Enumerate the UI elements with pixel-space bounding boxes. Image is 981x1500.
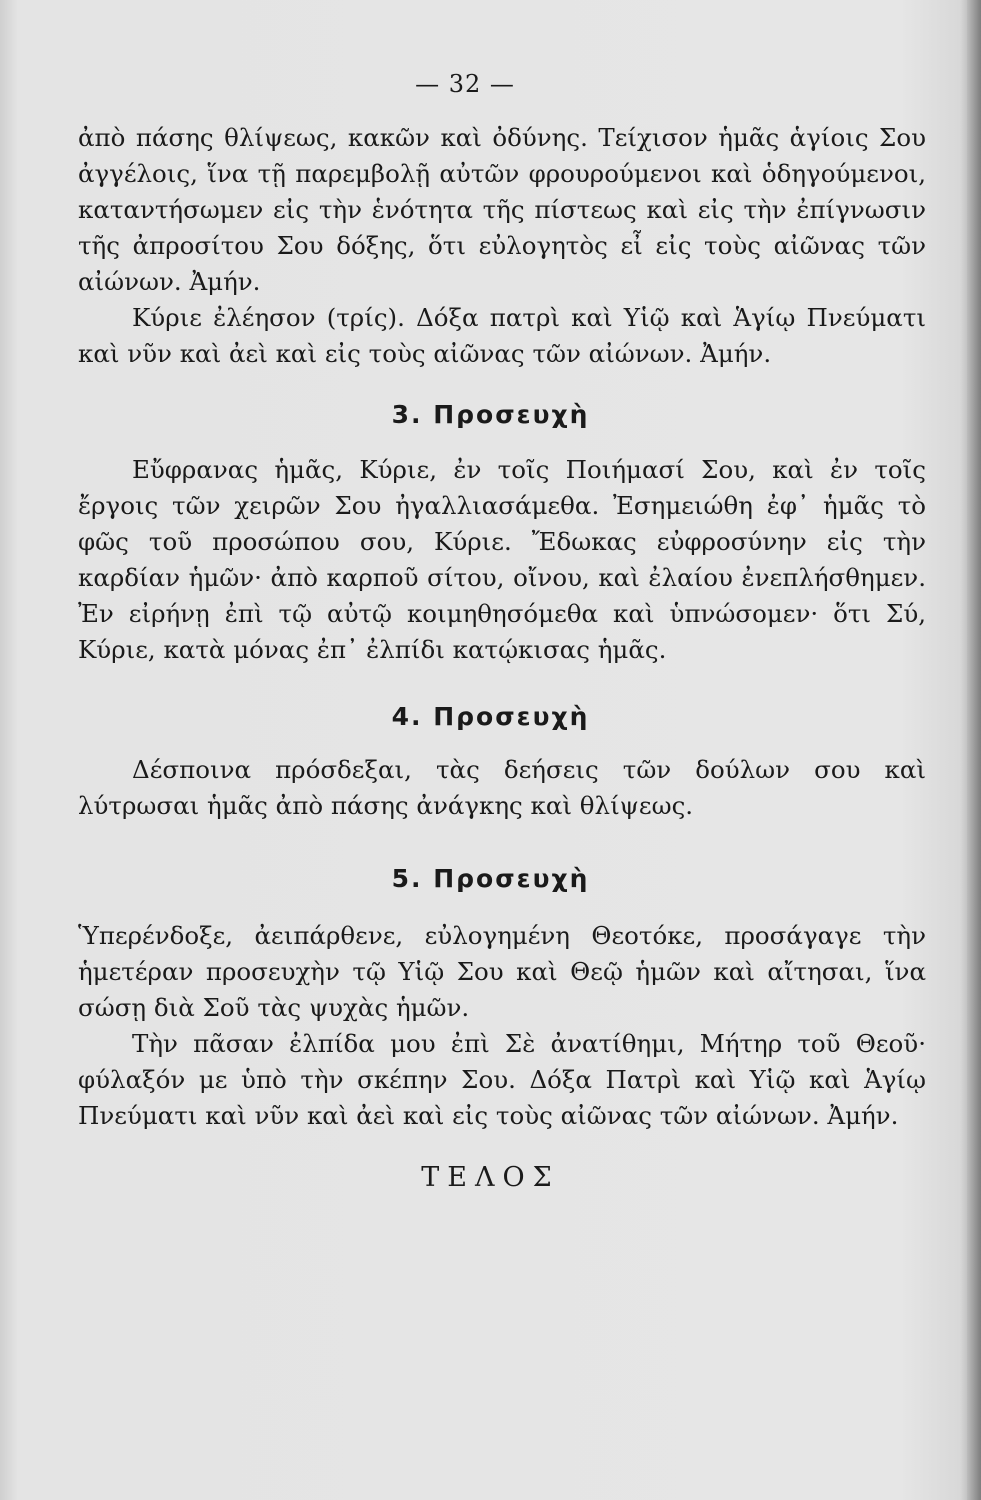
page-edge-shadow (967, 0, 981, 1500)
intro-paragraph-2: Κύριε ἐλέησον (τρίς). Δόξα πατρὶ καὶ Υἱῷ καὶ Ἁγίῳ Πνεύματι καὶ νῦν καὶ ἀεὶ καὶ εἰς τοὺς αἰῶνας τῶν αἰώνων. Ἀμήν. (78, 303, 926, 368)
intro-text (78, 120, 926, 372)
section-5-paragraph-1: Ὑπερένδοξε, ἀειπάρθενε, εὐλογημένη Θεοτόκε, προσάγαγε τὴν ἡμετέραν προσευχὴν τῷ Υἱῷ Σου καὶ Θεῷ ἡμῶν καὶ αἴτησαι, ἵνα σώσῃ διὰ Σοῦ τὰς ψυχὰς ἡμῶν. (78, 921, 926, 1022)
section-3-text (78, 452, 926, 668)
section-3-paragraph: Εὔφρανας ἡμᾶς, Κύριε, ἐν τοῖς Ποιήμασί Σου, καὶ ἐν τοῖς ἔργοις τῶν χειρῶν Σου ἠγαλλιασάμεθα. Ἐσημειώθη ἐφ᾽ ἡμᾶς τὸ φῶς τοῦ προσώπου σου, Κύριε. Ἔδωκας εὐφροσύνην εἰς τὴν καρδίαν ἡμῶν· ἀπὸ καρποῦ σίτου, οἴνου, καὶ ἐλαίου ἐνεπλήσθημεν. Ἐν εἰρήνῃ ἐπὶ τῷ αὐτῷ κοιμηθησόμεθα καὶ ὑπνώσομεν· ὅτι Σύ, Κύριε, κατὰ μόνας ἐπ᾽ ἐλπίδι κατῴκισας ἡμᾶς. (78, 455, 926, 664)
section-4-paragraph: Δέσποινα πρόσδεξαι, τὰς δεήσεις τῶν δούλων σου καὶ λύτρωσαι ἡμᾶς ἀπὸ πάσης ἀνάγκης καὶ θλίψεως. (78, 755, 926, 820)
section-3-heading: 3. Προσευχὴ (391, 400, 590, 429)
section-5-text (78, 918, 926, 1134)
intro-paragraph-1: ἀπὸ πάσης θλίψεως, κακῶν καὶ ὀδύνης. Τείχισον ἡμᾶς ἁγίοις Σου ἀγγέλοις, ἵνα τῇ παρεμβολῇ αὐτῶν φρουρούμενοι καὶ ὁδηγούμενοι, καταντήσωμεν εἰς τὴν ἑνότητα τῆς πίστεως καὶ εἰς τὴν ἐπίγνωσιν τῆς ἀπροσίτου Σου δόξης, ὅτι εὐλογητὸς εἶ εἰς τοὺς αἰῶνας τῶν αἰώνων. Ἀμήν. (78, 123, 926, 296)
section-4-heading: 4. Προσευχὴ (391, 702, 590, 731)
section-4-text (78, 752, 926, 824)
section-5-paragraph-2: Τὴν πᾶσαν ἐλπίδα μου ἐπὶ Σὲ ἀνατίθημι, Μήτηρ τοῦ Θεοῦ· φύλαξόν με ὑπὸ τὴν σκέπην Σου. Δόξα Πατρὶ καὶ Υἱῷ καὶ Ἁγίῳ Πνεύματι καὶ νῦν καὶ ἀεὶ καὶ εἰς τοὺς αἰῶνας τῶν αἰώνων. Ἀμήν. (78, 1029, 926, 1130)
section-5-heading: 5. Προσευχὴ (391, 864, 590, 893)
ending-title: ΤΕΛΟΣ (421, 1162, 560, 1193)
page-number: — 32 — (415, 70, 515, 98)
